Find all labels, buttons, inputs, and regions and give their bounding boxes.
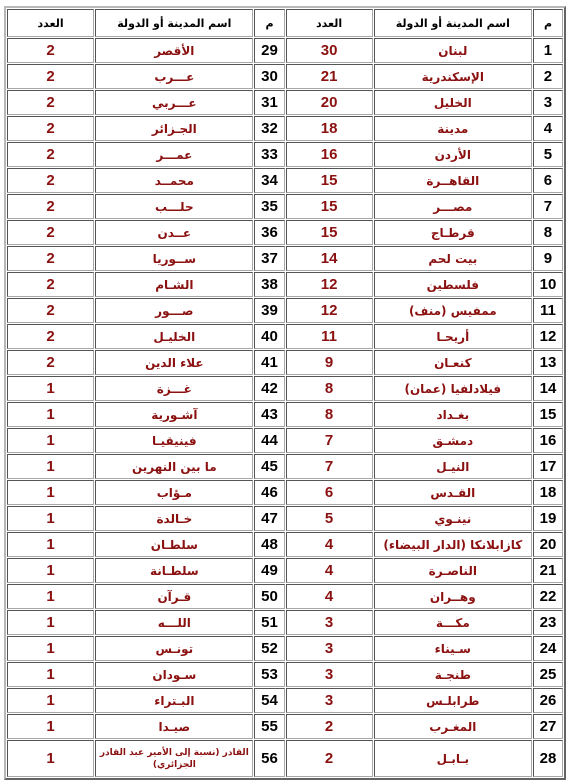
row-index: 36: [254, 220, 284, 245]
table-row: [7, 688, 563, 713]
header-name-right: اسم المدينة أو الدولة: [374, 9, 532, 37]
name-count: 3: [286, 636, 373, 661]
row-index: 49: [254, 558, 284, 583]
table-row: [7, 168, 563, 193]
city-name: بيت لحم: [374, 246, 532, 271]
table-row: [7, 272, 563, 297]
name-count: 1: [7, 688, 94, 713]
name-count: 4: [286, 584, 373, 609]
name-count: 3: [286, 610, 373, 635]
row-index: 10: [533, 272, 563, 297]
table-row: [7, 402, 563, 427]
city-names-table: [4, 6, 566, 780]
city-name: سلطـان: [95, 532, 253, 557]
name-count: 2: [7, 194, 94, 219]
row-index: 39: [254, 298, 284, 323]
table-row: [7, 662, 563, 687]
row-index: 52: [254, 636, 284, 661]
row-index: 5: [533, 142, 563, 167]
row-index: 2: [533, 64, 563, 89]
name-count: 11: [286, 324, 373, 349]
row-index: 4: [533, 116, 563, 141]
name-count: 14: [286, 246, 373, 271]
city-name: الإسكندرية: [374, 64, 532, 89]
table-row: [7, 636, 563, 661]
row-index: 42: [254, 376, 284, 401]
city-name: النيـل: [374, 454, 532, 479]
row-index: 56: [254, 740, 284, 777]
city-name: الأردن: [374, 142, 532, 167]
name-count: 3: [286, 688, 373, 713]
table-row: [7, 740, 563, 777]
city-name: مـؤاب: [95, 480, 253, 505]
row-index: 22: [533, 584, 563, 609]
name-count: 21: [286, 64, 373, 89]
table-row: [7, 194, 563, 219]
row-index: 23: [533, 610, 563, 635]
name-count: 1: [7, 610, 94, 635]
row-index: 35: [254, 194, 284, 219]
row-index: 53: [254, 662, 284, 687]
name-count: 1: [7, 558, 94, 583]
table-row: [7, 220, 563, 245]
name-count: 15: [286, 194, 373, 219]
row-index: 6: [533, 168, 563, 193]
table-row: [7, 480, 563, 505]
city-name: البـتراء: [95, 688, 253, 713]
name-count: 1: [7, 376, 94, 401]
row-index: 3: [533, 90, 563, 115]
name-count: 16: [286, 142, 373, 167]
city-name: بغـداد: [374, 402, 532, 427]
row-index: 38: [254, 272, 284, 297]
city-name: عـــرب: [95, 64, 253, 89]
city-name: الخليـل: [95, 324, 253, 349]
city-name: قـرآن: [95, 584, 253, 609]
row-index: 30: [254, 64, 284, 89]
name-count: 18: [286, 116, 373, 141]
row-index: 43: [254, 402, 284, 427]
name-count: 2: [7, 350, 94, 375]
name-count: 7: [286, 454, 373, 479]
row-index: 18: [533, 480, 563, 505]
row-index: 37: [254, 246, 284, 271]
row-index: 20: [533, 532, 563, 557]
name-count: 1: [7, 662, 94, 687]
city-name: كازابلانكا (الدار البيضاء): [374, 532, 532, 557]
name-count: 1: [7, 506, 94, 531]
city-name: الجـزائر: [95, 116, 253, 141]
header-row: [7, 9, 563, 37]
city-name: سـيناء: [374, 636, 532, 661]
name-count: 2: [7, 220, 94, 245]
row-index: 11: [533, 298, 563, 323]
city-name: اللـــه: [95, 610, 253, 635]
table-row: [7, 376, 563, 401]
city-name: فينيقيـا: [95, 428, 253, 453]
table-row: [7, 298, 563, 323]
name-count: 2: [7, 90, 94, 115]
row-index: 51: [254, 610, 284, 635]
city-name: مدينة: [374, 116, 532, 141]
row-index: 27: [533, 714, 563, 739]
table-row: [7, 584, 563, 609]
city-name: ممفيس (منف): [374, 298, 532, 323]
row-index: 12: [533, 324, 563, 349]
city-name: طرابلـس: [374, 688, 532, 713]
row-index: 40: [254, 324, 284, 349]
name-count: 12: [286, 298, 373, 323]
name-count: 6: [286, 480, 373, 505]
row-index: 44: [254, 428, 284, 453]
table-row: [7, 246, 563, 271]
table-row: [7, 428, 563, 453]
city-name: محمــد: [95, 168, 253, 193]
name-count: 1: [7, 636, 94, 661]
table-row: [7, 142, 563, 167]
name-count: 20: [286, 90, 373, 115]
city-name: عمـــر: [95, 142, 253, 167]
row-index: 28: [533, 740, 563, 777]
name-count: 1: [7, 480, 94, 505]
city-name: فيلادلفيا (عمان): [374, 376, 532, 401]
name-count: 8: [286, 376, 373, 401]
name-count: 2: [7, 168, 94, 193]
city-name: القادر (نسبة إلى الأمير عبد القادر الجزائري): [95, 740, 253, 777]
name-count: 8: [286, 402, 373, 427]
name-count: 30: [286, 38, 373, 63]
city-name: الأقصر: [95, 38, 253, 63]
table-row: [7, 714, 563, 739]
name-count: 4: [286, 558, 373, 583]
row-index: 32: [254, 116, 284, 141]
row-index: 19: [533, 506, 563, 531]
row-index: 54: [254, 688, 284, 713]
name-count: 3: [286, 662, 373, 687]
city-name: فلسطين: [374, 272, 532, 297]
row-index: 13: [533, 350, 563, 375]
name-count: 2: [7, 142, 94, 167]
row-index: 48: [254, 532, 284, 557]
city-name: المغـرب: [374, 714, 532, 739]
row-index: 47: [254, 506, 284, 531]
row-index: 8: [533, 220, 563, 245]
row-index: 24: [533, 636, 563, 661]
city-name: وهــران: [374, 584, 532, 609]
city-name: القـدس: [374, 480, 532, 505]
city-name: القاهــرة: [374, 168, 532, 193]
name-count: 2: [7, 116, 94, 141]
city-name: علاء الدين: [95, 350, 253, 375]
name-count: 2: [7, 246, 94, 271]
row-index: 17: [533, 454, 563, 479]
name-count: 1: [7, 454, 94, 479]
row-index: 26: [533, 688, 563, 713]
name-count: 2: [7, 298, 94, 323]
city-name: الشـام: [95, 272, 253, 297]
city-name: آشـورية: [95, 402, 253, 427]
row-index: 50: [254, 584, 284, 609]
name-count: 1: [7, 402, 94, 427]
name-count: 12: [286, 272, 373, 297]
row-index: 46: [254, 480, 284, 505]
table-row: [7, 38, 563, 63]
name-count: 4: [286, 532, 373, 557]
city-name: مكـــة: [374, 610, 532, 635]
table-row: [7, 506, 563, 531]
name-count: 7: [286, 428, 373, 453]
name-count: 1: [7, 428, 94, 453]
city-name: عـــربي: [95, 90, 253, 115]
name-count: 1: [7, 740, 94, 777]
city-name: صـــور: [95, 298, 253, 323]
city-name: الخليل: [374, 90, 532, 115]
city-name: لبنان: [374, 38, 532, 63]
table-row: [7, 90, 563, 115]
table-row: [7, 350, 563, 375]
row-index: 16: [533, 428, 563, 453]
city-name: خـالدة: [95, 506, 253, 531]
row-index: 15: [533, 402, 563, 427]
table-row: [7, 532, 563, 557]
row-index: 7: [533, 194, 563, 219]
city-name: مصـــر: [374, 194, 532, 219]
name-count: 15: [286, 168, 373, 193]
city-name: حلـــب: [95, 194, 253, 219]
name-count: 9: [286, 350, 373, 375]
row-index: 55: [254, 714, 284, 739]
name-count: 1: [7, 714, 94, 739]
city-name: ســوريا: [95, 246, 253, 271]
city-name: عــدن: [95, 220, 253, 245]
name-count: 2: [7, 64, 94, 89]
name-count: 1: [7, 584, 94, 609]
name-count: 2: [7, 324, 94, 349]
city-name: كنعـان: [374, 350, 532, 375]
city-name: غـــزة: [95, 376, 253, 401]
city-name: بـابـل: [374, 740, 532, 777]
name-count: 5: [286, 506, 373, 531]
row-index: 45: [254, 454, 284, 479]
header-name-left: اسم المدينة أو الدولة: [95, 9, 253, 37]
row-index: 14: [533, 376, 563, 401]
row-index: 34: [254, 168, 284, 193]
name-count: 2: [286, 714, 373, 739]
row-index: 1: [533, 38, 563, 63]
row-index: 9: [533, 246, 563, 271]
name-count: 15: [286, 220, 373, 245]
header-index-left: م: [254, 9, 284, 37]
row-index: 41: [254, 350, 284, 375]
name-count: 2: [7, 38, 94, 63]
table-row: [7, 324, 563, 349]
row-index: 25: [533, 662, 563, 687]
city-name: الناصـرة: [374, 558, 532, 583]
city-name: طنجـة: [374, 662, 532, 687]
name-count: 2: [7, 272, 94, 297]
header-count-left: العدد: [7, 9, 94, 37]
row-index: 31: [254, 90, 284, 115]
city-name: قرطـاج: [374, 220, 532, 245]
name-count: 2: [286, 740, 373, 777]
city-name: تونـس: [95, 636, 253, 661]
city-name: ما بين النهرين: [95, 454, 253, 479]
row-index: 21: [533, 558, 563, 583]
city-name: صيـدا: [95, 714, 253, 739]
city-name: أريحـا: [374, 324, 532, 349]
row-index: 33: [254, 142, 284, 167]
city-name: سلطـانة: [95, 558, 253, 583]
header-count-right: العدد: [286, 9, 373, 37]
table-row: [7, 454, 563, 479]
city-name: سـودان: [95, 662, 253, 687]
row-index: 29: [254, 38, 284, 63]
table-row: [7, 558, 563, 583]
table-row: [7, 64, 563, 89]
city-name: نينـوي: [374, 506, 532, 531]
name-count: 1: [7, 532, 94, 557]
table-row: [7, 116, 563, 141]
city-name: دمشـق: [374, 428, 532, 453]
header-index-right: م: [533, 9, 563, 37]
table-row: [7, 610, 563, 635]
